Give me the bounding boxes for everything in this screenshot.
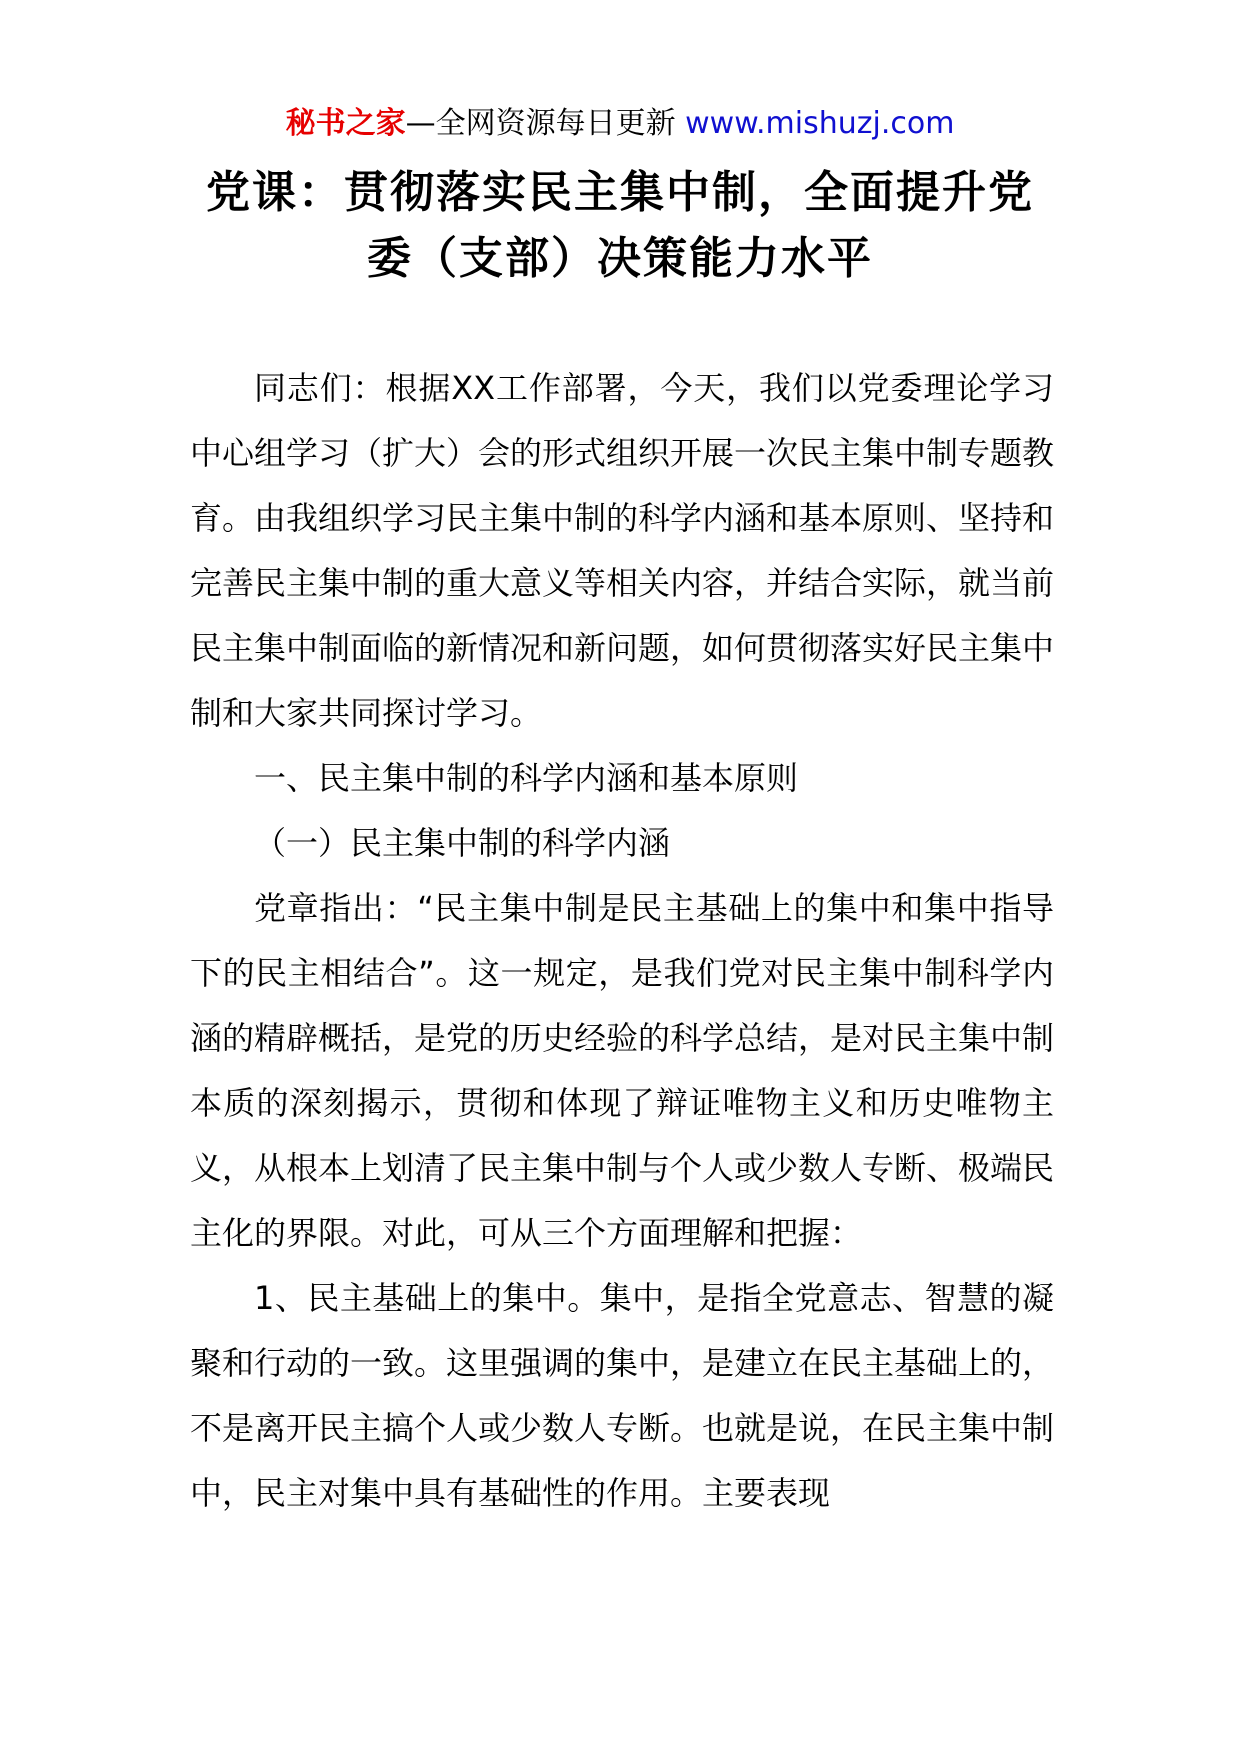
site-tagline: —全网资源每日更新 [405,106,686,141]
site-brand: 秘书之家 [285,106,406,141]
document-body [190,356,1054,1526]
subsection-heading-1: （一）民主集中制的科学内涵 [254,824,671,862]
paragraph-party-constitution: 党章指出：“民主集中制是民主基础上的集中和集中指导下的民主相结合”。这一规定，是我们党对民主集中制科学内涵的精辟概括，是党的历史经验的科学总结，是对民主集中制本质的深刻揭示，贯彻和体现了辩证唯物主义和历史唯物主义，从根本上划清了民主集中制与个人或少数人专断、极端民主化的界限。对此，可从三个方面理解和把握： [190,889,1055,1252]
section-heading-1: 一、民主集中制的科学内涵和基本原则 [254,759,799,797]
site-header [0,100,1240,148]
site-url[interactable]: www.mishuzj.com [685,106,955,141]
paragraph-intro: 同志们：根据XX工作部署，今天，我们以党委理论学习中心组学习（扩大）会的形式组织开展一次民主集中制专题教育。由我组织学习民主集中制的科学内涵和基本原则、坚持和完善民主集中制的重大意义等相关内容，并结合实际，就当前民主集中制面临的新情况和新问题，如何贯彻落实好民主集中制和大家共同探讨学习。 [190,369,1055,732]
paragraph-point-1: 1、民主基础上的集中。集中，是指全党意志、智慧的凝聚和行动的一致。这里强调的集中，是建立在民主基础上的，不是离开民主搞个人或少数人专断。也就是说，在民主集中制中，民主对集中具有基础性的作用。主要表现 [190,1279,1055,1512]
document-title: 党课：贯彻落实民主集中制，全面提升党委（支部）决策能力水平 [206,167,1034,284]
